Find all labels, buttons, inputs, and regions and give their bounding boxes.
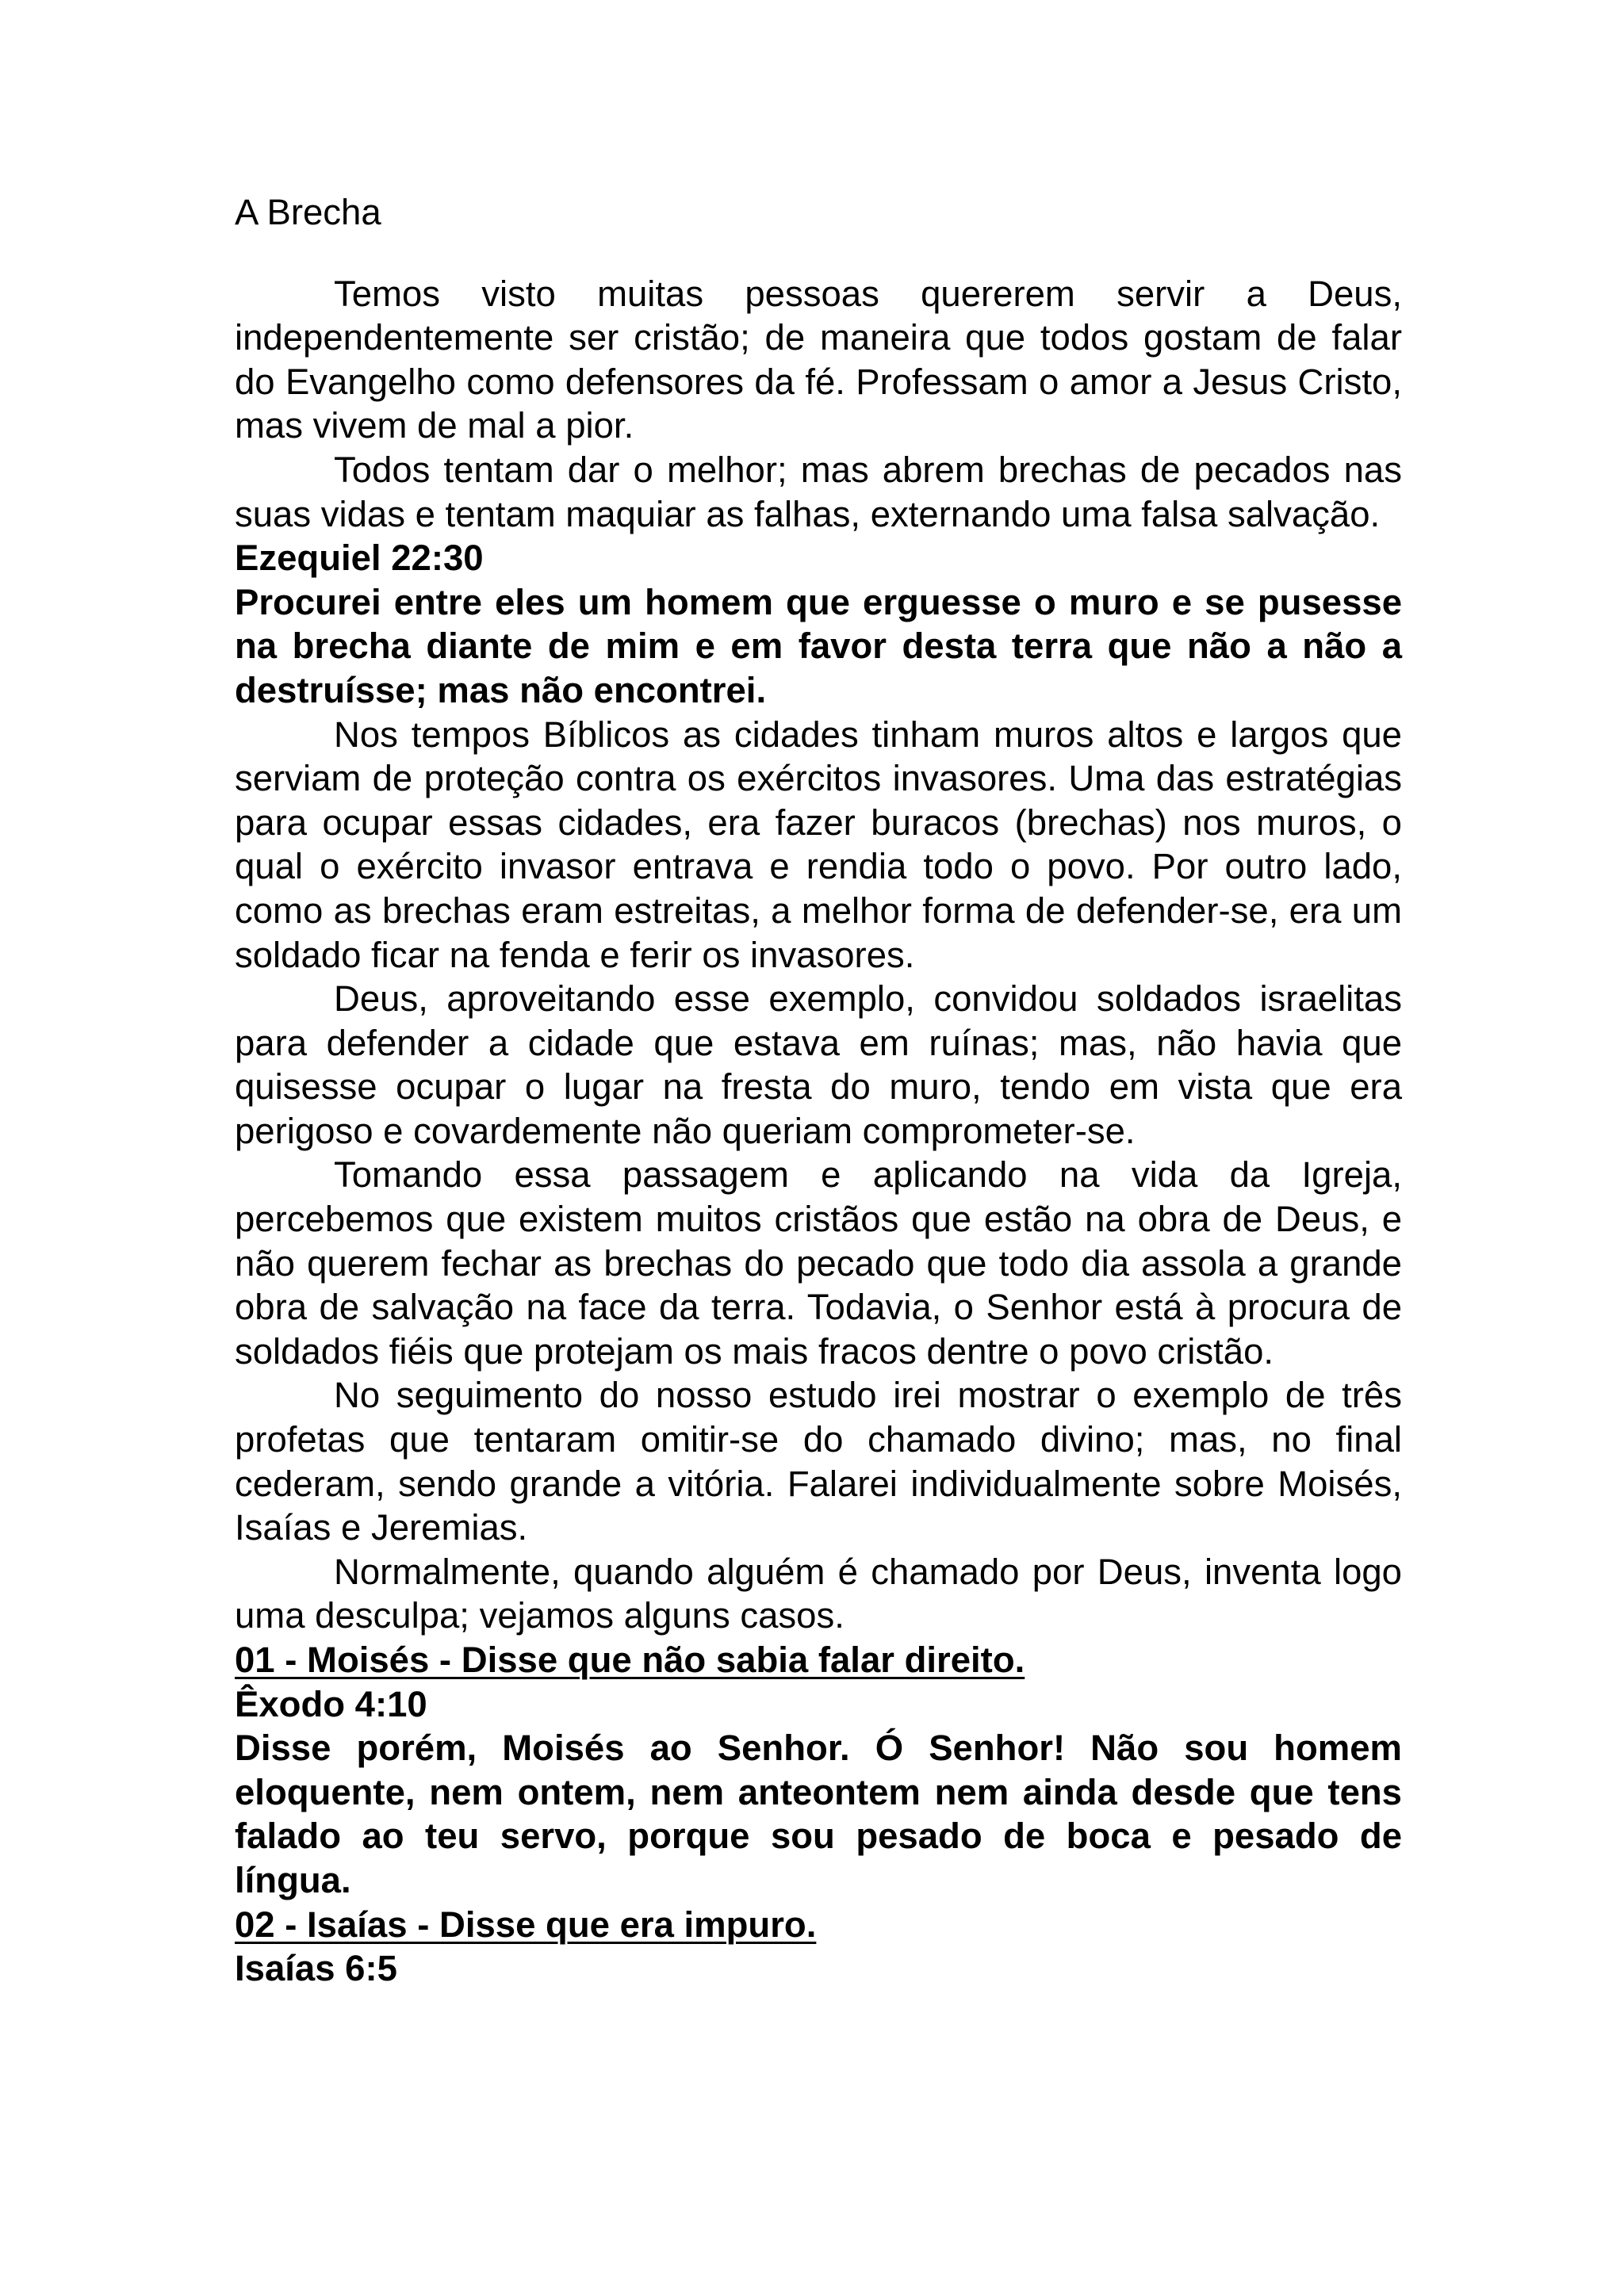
paragraph-biblical-times: Nos tempos Bíblicos as cidades tinham muros altos e largos que serviam de proteção contra os exércitos invasores. Uma das estratégias para ocupar essas cidades, era fazer buracos (brechas) nos muros, o qual o exército invasor entrava e rendia todo o povo. Por outro lado, como as brechas eram estreitas, a melhor forma de defender-se, era um soldado ficar na fenda e ferir os invasores. (235, 714, 1402, 975)
scripture-reference-ezequiel: Ezequiel 22:30 (235, 538, 484, 579)
paragraph-excuses: Normalmente, quando alguém é chamado por Deus, inventa logo uma desculpa; vejamos alguns casos. (235, 1551, 1402, 1636)
section-heading-isaias: 02 - Isaías - Disse que era impuro. (235, 1904, 817, 1945)
scripture-reference-isaias: Isaías 6:5 (235, 1948, 397, 1989)
document-title: A Brecha (235, 192, 381, 232)
scripture-quote-ezequiel: Procurei entre eles um homem que erguesse o muro e se pusesse na brecha diante de mim e em favor desta terra que não a não a destruísse; mas não encontrei. (235, 581, 1402, 710)
section-heading-moises: 01 - Moisés - Disse que não sabia falar direito. (235, 1640, 1025, 1680)
paragraph-breaches: Todos tentam dar o melhor; mas abrem brechas de pecados nas suas vidas e tentam maquiar as falhas, externando uma falsa salvação. (235, 449, 1402, 534)
paragraph-intro: Temos visto muitas pessoas quererem servir a Deus, independentemente ser cristão; de maneira que todos gostam de falar do Evangelho como defensores da fé. Professam o amor a Jesus Cristo, mas vivem de mal a pior. (235, 273, 1402, 446)
scripture-quote-exodo: Disse porém, Moisés ao Senhor. Ó Senhor! Não sou homem eloquente, nem ontem, nem anteontem nem ainda desde que tens falado ao teu servo, porque sou pesado de boca e pesado de língua. (235, 1728, 1402, 1900)
paragraph-god-example: Deus, aproveitando esse exemplo, convidou soldados israelitas para defender a cidade que estava em ruínas; mas, não havia que quisesse ocupar o lugar na fresta do muro, tendo em vista que era perigoso e covardemente não queriam comprometer-se. (235, 978, 1402, 1151)
document-page (235, 190, 1402, 1991)
scripture-reference-exodo: Êxodo 4:10 (235, 1683, 427, 1724)
paragraph-three-prophets: No seguimento do nosso estudo irei mostrar o exemplo de três profetas que tentaram omitir-se do chamado divino; mas, no final cederam, sendo grande a vitória. Falarei individualmente sobre Moisés, Isaías e Jeremias. (235, 1375, 1402, 1548)
paragraph-church-application: Tomando essa passagem e aplicando na vida da Igreja, percebemos que existem muitos cristãos que estão na obra de Deus, e não querem fechar as brechas do pecado que todo dia assola a grande obra de salvação na face da terra. Todavia, o Senhor está à procura de soldados fiéis que protejam os mais fracos dentre o povo cristão. (235, 1154, 1402, 1372)
